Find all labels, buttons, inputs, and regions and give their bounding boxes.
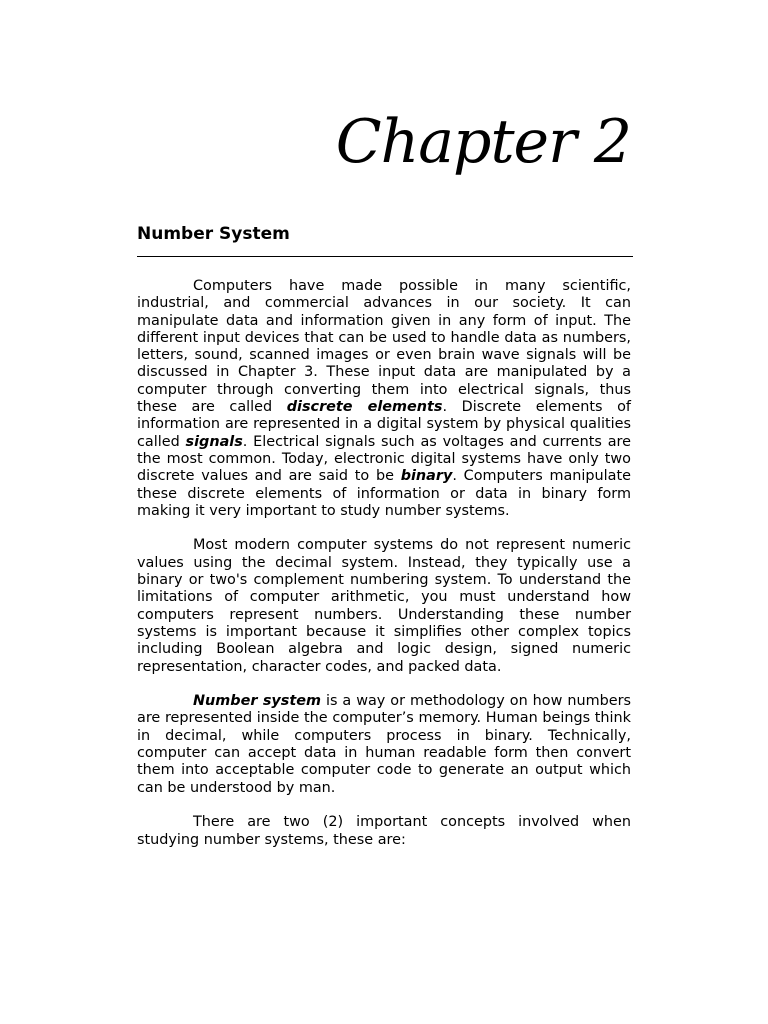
paragraph-1 xyxy=(137,278,631,520)
section-divider xyxy=(137,256,633,257)
paragraph-4 xyxy=(137,814,631,849)
paragraph-3 xyxy=(137,693,631,797)
text-segment: . Electrical signals such as voltages and currents are the most common. Today, electronic digital systems have only two discrete values and are said to be xyxy=(137,433,631,485)
body-text xyxy=(137,278,631,866)
term-number-system: Number system xyxy=(193,693,321,710)
section-title: Number System xyxy=(137,224,290,244)
term-discrete-elements: discrete elements xyxy=(286,399,443,416)
paragraph-2 xyxy=(137,537,631,675)
term-binary: binary xyxy=(400,468,453,485)
term-signals: signals xyxy=(185,433,243,450)
text-segment: is a way or methodology on how numbers are represented inside the computer’s memory. Human beings think in decimal, while computers process in binary. Technically, computer can accept data in human readable form then convert them into acceptable computer code to generate an output which can be understood by man. xyxy=(137,693,631,796)
text-segment: Computers have made possible in many scientific, industrial, and commercial advances in our society. It can manipulate data and information given in any form of input. The different input devices that can be used to handle data as numbers, letters, sound, scanned images or even brain wave signals will be discussed in Chapter 3. These input data are manipulated by a computer through converting them into electrical signals, thus these are called xyxy=(137,278,631,416)
text-segment: There are two (2) important concepts involved when studying number systems, these are: xyxy=(137,814,631,848)
text-segment: . Computers manipulate these discrete elements of information or data in binary form making it very important to study number systems. xyxy=(137,468,631,519)
text-segment: Most modern computer systems do not represent numeric values using the decimal system. Instead, they typically use a binary or two's complement numbering system. To understand the limitations of computer arithmetic, you must understand how computers represent numbers. Understanding these number systems is important because it simplifies other complex topics including Boolean algebra and logic design, signed numeric representation, character codes, and packed data. xyxy=(137,537,631,675)
chapter-heading: Chapter 2 xyxy=(335,107,631,177)
text-segment: . Discrete elements of information are represented in a digital system by physical qualities called xyxy=(137,399,631,450)
